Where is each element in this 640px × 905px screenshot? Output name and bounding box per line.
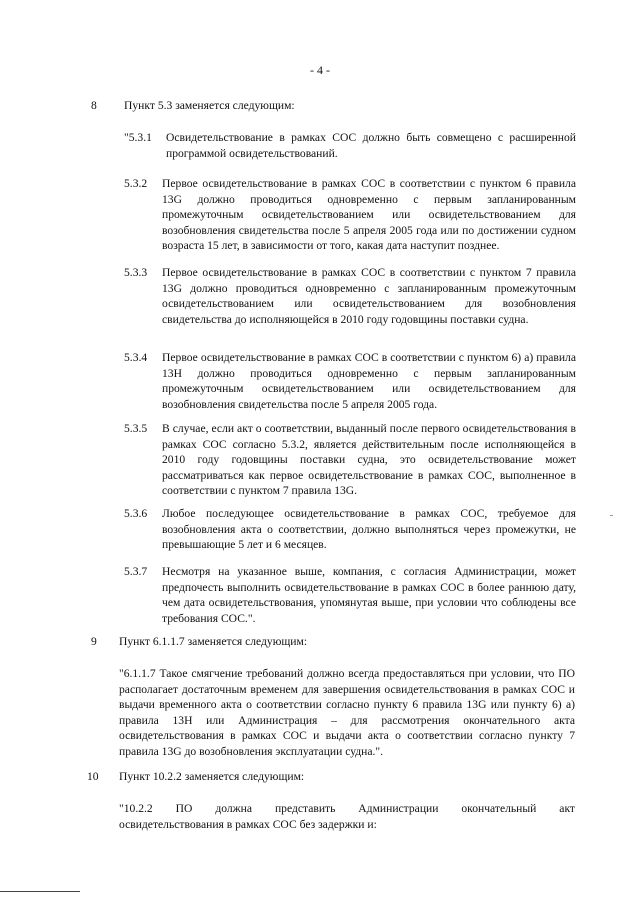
footnote-divider: [0, 891, 80, 892]
section-5-3-2: [124, 176, 576, 254]
section-code: 5.3.4: [124, 351, 148, 364]
section-text: Несмотря на указанное выше, компания, с согласия Администрации, может предпочесть выполнить освидетельствование в рамках СОС в более раннюю дату, чем дата освидетельствования, упомянутая выше, при условии что соблюдены все требования СОС.".: [162, 565, 576, 625]
section-text: Первое освидетельствование в рамках СОС в соответствии с пунктом 7 правила 13G должно проводиться одновременно с запланированным промежуточным освидетельствованием или освидетельствованием для возобновления свидетельства до исполняющейся в 2010 году годовщины поставки судна.: [162, 266, 576, 326]
section-text: Любое последующее освидетельствование в рамках СОС, требуемое для возобновления акта о соответствии, должно выполняться через промежутки, не превышающие 5 лет и 6 месяцев.: [162, 507, 576, 552]
section-text: В случае, если акт о соответствии, выданный после первого освидетельствования в рамках СОС согласно 5.3.2, является действительным после исполняющейся в 2010 году годовщины поставки судна, это освидетельствование может рассматриваться как первое освидетельствование в рамках СОС, выполненное в соответствии с пунктом 7 правила 13G.: [162, 422, 576, 498]
section-5-3-3: [124, 265, 576, 327]
item-number-8: 8: [91, 99, 97, 112]
section-text: Первое освидетельствование в рамках СОС в соответствии с пунктом 6) а) правила 13H должно проводиться одновременно с первым запланированным промежуточным освидетельствованием или освидетельствованием для возобновления свидетельства после 5 апреля 2005 года.: [162, 351, 576, 411]
item-heading-8: Пункт 5.3 заменяется следующим:: [124, 99, 295, 112]
item-number-9: 9: [91, 635, 97, 648]
section-5-3-1: [124, 130, 576, 161]
section-5-3-7: [124, 564, 576, 626]
section-5-3-6: [124, 506, 576, 553]
section-5-3-4: [124, 350, 576, 412]
section-5-3-5: [124, 421, 576, 499]
item-number-10: 10: [87, 770, 99, 783]
item-heading-9: Пункт 6.1.1.7 заменяется следующим:: [119, 635, 308, 648]
scan-mark: [610, 515, 613, 516]
section-code: 5.3.3: [124, 266, 148, 279]
section-code: 5.3.2: [124, 177, 148, 190]
section-code: "5.3.1: [124, 131, 152, 144]
section-code: 5.3.6: [124, 507, 148, 520]
paragraph-6-1-1-7: "6.1.1.7 Такое смягчение требований должно всегда предоставляться при условии, что ПО располагает достаточным временем для завершения освидетельствования в рамках СОС и выдачи временного акта о соответствии согласно пункту 6 правила 13G или пункту 6) а) правила 13H или Администрация – для рассмотрения окончательного акта освидетельствования в рамках СОС и выдачи акта о соответствии согласно пункту 7 правила 13G до возобновления эксплуатации судна.".: [119, 667, 575, 758]
item-heading-10: Пункт 10.2.2 заменяется следующим:: [119, 770, 305, 783]
section-text: Первое освидетельствование в рамках СОС в соответствии с пунктом 6 правила 13G должно проводиться одновременно с первым запланированным промежуточным освидетельствованием или освидетельствованием для возобновления свидетельства после 5 апреля 2005 года или по достижении судном возраста 15 лет, в зависимости от того, какая дата наступит позднее.: [162, 177, 576, 253]
paragraph-10-2-2: "10.2.2 ПО должна представить Администрации окончательный акт освидетельствования в рамках СОС без задержки и:: [119, 802, 578, 831]
section-code: 5.3.5: [124, 422, 148, 435]
page-number: - 4 -: [310, 63, 330, 77]
section-text: Освидетельствование в рамках СОС должно быть совмещено с расширенной программой освидетельствований.: [166, 131, 576, 160]
section-code: 5.3.7: [124, 565, 148, 578]
